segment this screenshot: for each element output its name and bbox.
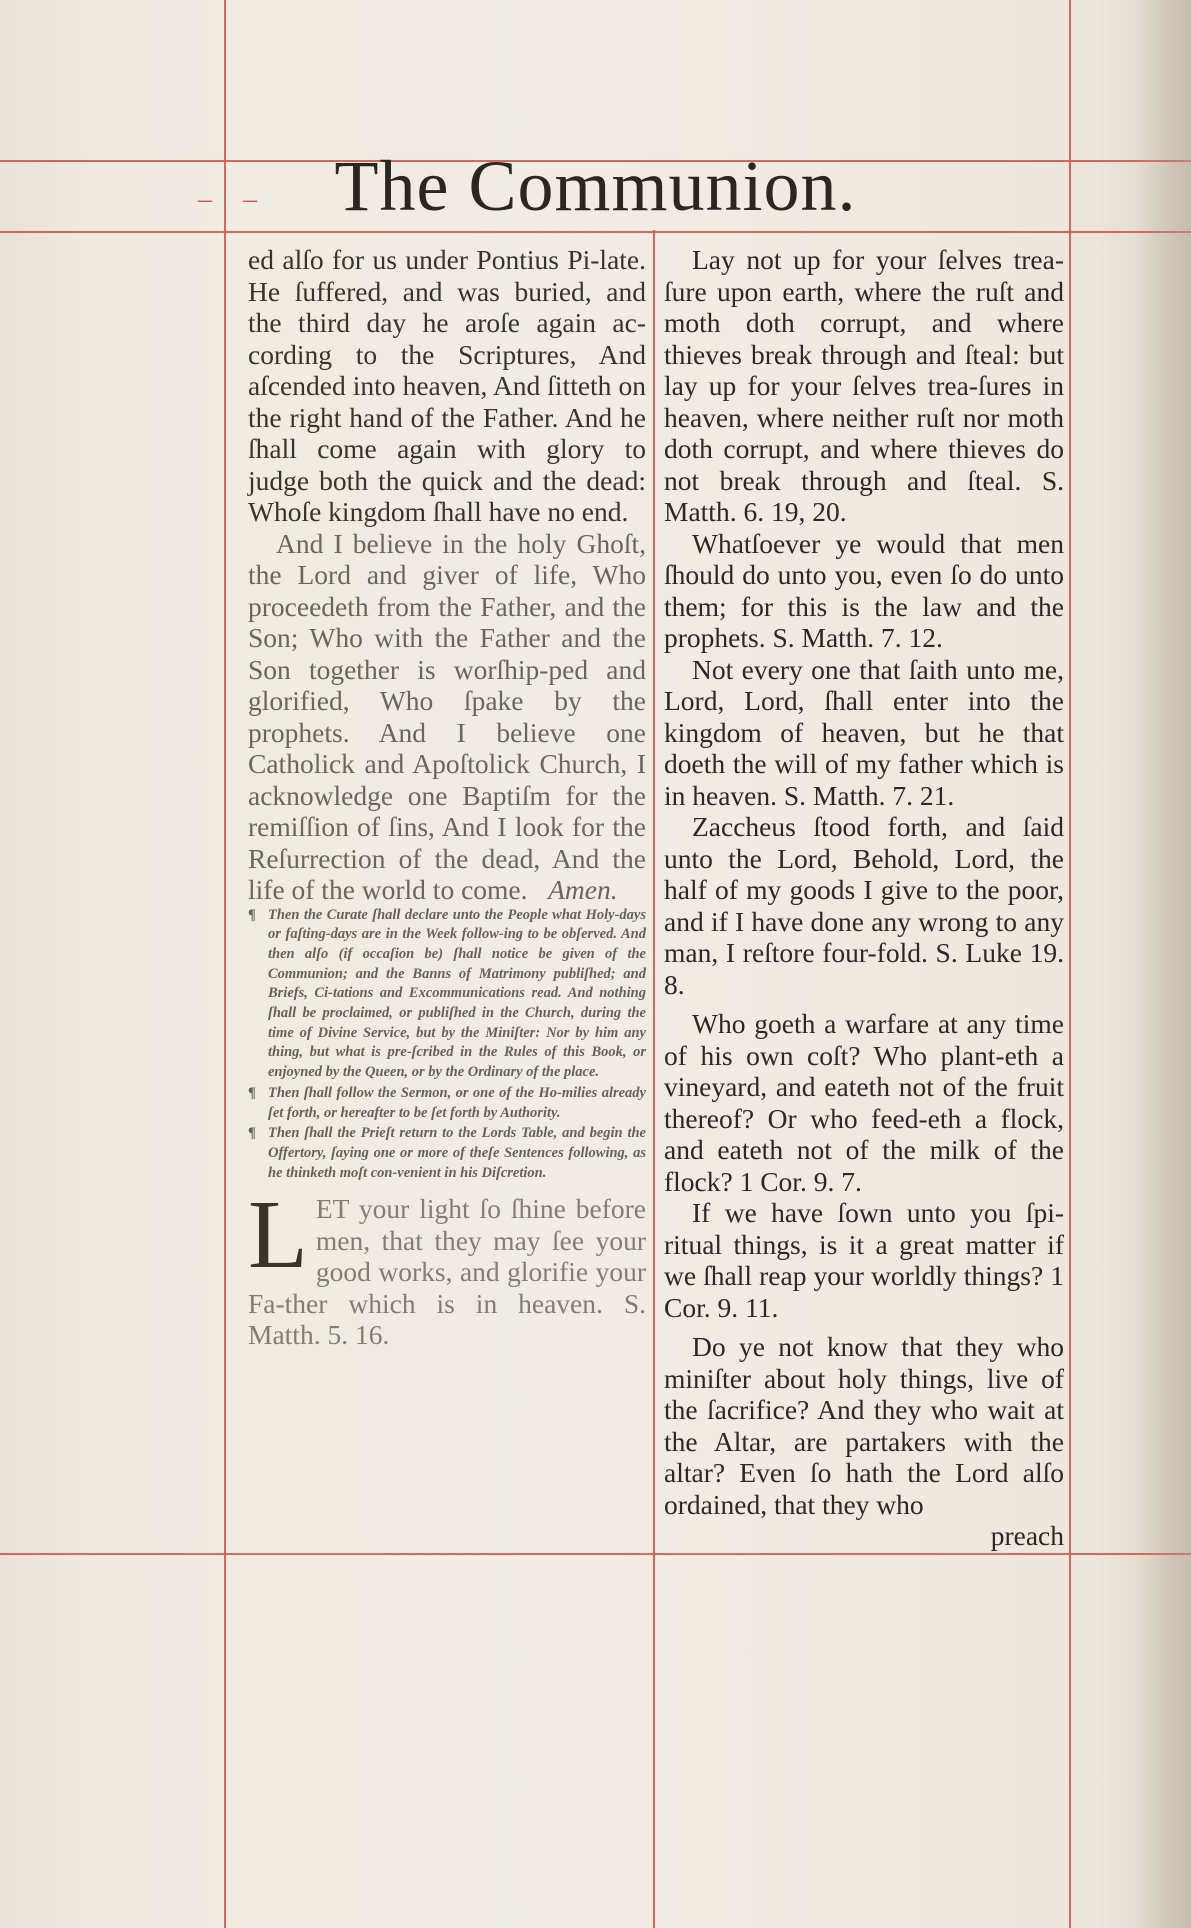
offertory-sentence-7: If we have ſown unto you ſpi-ritual things, is it a great matter if we ſhall reap your worldly things? 1 Cor. 9. 11. — [664, 1197, 1064, 1323]
offertory-sentence-1-text: ET your light ſo ſhine before men, that they may ſee your good works, and glorifie your Fa-ther which is in heaven. S. Matth. 5. 16. — [248, 1193, 646, 1351]
offertory-sentence-1 — [248, 1181, 646, 1351]
offertory-sentence-3: Whatſoever ye would that men ſhould do unto you, even ſo do unto them; for this is the law and the prophets. S. Matth. 7. 12. — [664, 527, 1064, 653]
rubric-offertory-text: Then ſhall the Prieſt return to the Lords Table, and begin the Offertory, ſaying one or more of theſe Sentences following, as he thinketh moſt con-venient in his Diſcretion. — [268, 1125, 646, 1181]
page-gutter-shadow — [1136, 0, 1191, 1928]
left-column — [248, 244, 646, 1351]
header-rule-bottom — [0, 231, 1191, 233]
amen-text: Amen. — [548, 874, 618, 905]
rubric-mark-2: ¶ — [248, 1084, 256, 1101]
rubric-sermon-text: Then ſhall follow the Sermon, or one of the Ho-milies already ſet forth, or hereafter to be ſet forth by Authority. — [268, 1084, 646, 1121]
column-divider-rule — [653, 230, 655, 1928]
creed-paragraph-2 — [248, 528, 646, 906]
catchword: preach — [990, 1520, 1064, 1551]
rubric-mark-3: ¶ — [248, 1125, 256, 1142]
margin-mark-left: – — [198, 184, 212, 215]
right-column — [664, 244, 1064, 1552]
offertory-sentence-4: Not every one that ſaith unto me, Lord, Lord, ſhall enter into the kingdom of heaven, but he that doeth the will of my father which is in heaven. S. Matth. 7. 21. — [664, 653, 1064, 811]
rubric-notices-text: Then the Curate ſhall declare unto the People what Holy-days or faſting-days are in the Week follow-ing to be obſerved. And then alſo (if occaſion be) ſhall notice be given of the Communion; and the Banns of Matrimony publiſhed; and Briefs, Ci-tations and Excommunications read. And nothing ſhall be proclaimed, or publiſhed in the Church, during the time of Divine Service, but by the Miniſter: Nor by him any thing, but what is pre-ſcribed in the Rules of this Book, or enjoyned by the Queen, or by the Ordinary of the place. — [268, 906, 646, 1081]
rubric-offertory — [248, 1124, 646, 1183]
creed-paragraph-1: ed alſo for us under Pontius Pi-late. He ſuffered, and was buried, and the third day he aroſe again ac-cording to the Scriptures, And aſcended into heaven, And ſitteth on the right hand of the Father. And he ſhall come again with glory to judge both the quick and the dead: Whoſe kingdom ſhall have no end. — [248, 244, 646, 527]
page-title: The Communion. — [334, 146, 857, 226]
offertory-sentence-2: Lay not up for your ſelves trea-ſure upon earth, where the ruſt and moth doth corrupt, and where thieves break through and ſteal: but lay up for your ſelves trea-ſures in heaven, where neither ruſt nor moth doth corrupt, and where thieves do not break through and ſteal. S. Matth. 6. 19, 20. — [664, 244, 1064, 527]
offertory-sentence-8: Do ye not know that they who miniſter about holy things, live of the ſacrifice? And they who wait at the Altar, are partakers with the altar? Even ſo hath the Lord alſo ordained, that they who — [664, 1331, 1064, 1520]
rubric-sermon — [248, 1084, 646, 1123]
creed-paragraph-2-text: And I believe in the holy Ghoſt, the Lord and giver of life, Who proceedeth from the Father, and the Son; Who with the Father and the Son together is worſhip-ped and glorified, Who ſpake by the prophets. And I believe one Catholick and Apoſtolick Church, I acknowledge one Baptiſm for the remiſſion of ſins, And I look for the Reſurrection of the dead, And the life of the world to come. — [248, 527, 646, 905]
drop-cap-letter: L — [248, 1181, 308, 1290]
offertory-sentence-5: Zaccheus ſtood forth, and ſaid unto the Lord, Behold, Lord, the half of my goods I give to the poor, and if I have done any wrong to any man, I reſtore four-fold. S. Luke 19. 8. — [664, 811, 1064, 1000]
footer-rule — [0, 1553, 1191, 1555]
margin-rule-right — [1069, 0, 1071, 1928]
rubric-notices — [248, 906, 646, 1083]
offertory-sentence-6: Who goeth a warfare at any time of his own coſt? Who plant-eth a vineyard, and eateth not of the fruit thereof? Or who feed-eth a flock, and eateth not of the milk of the flock? 1 Cor. 9. 7. — [664, 1008, 1064, 1197]
margin-mark-right: – — [243, 184, 257, 215]
margin-rule-left — [224, 0, 226, 1928]
rubric-mark-1: ¶ — [248, 906, 256, 923]
